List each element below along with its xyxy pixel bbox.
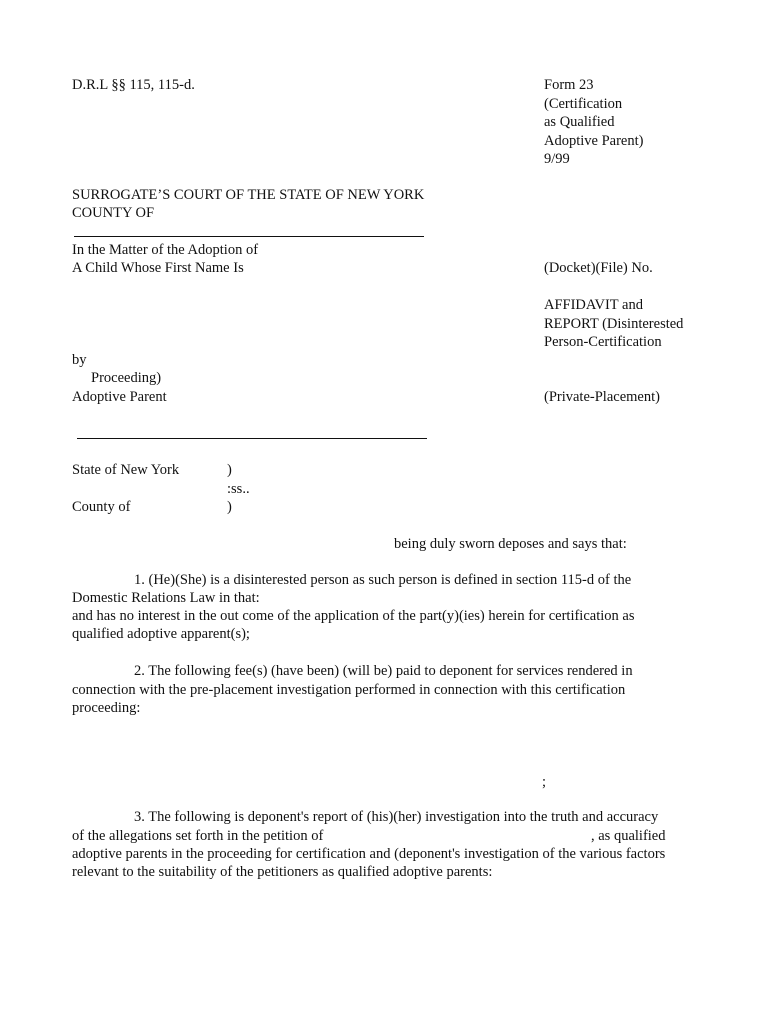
document-type-line: REPORT (Disinterested xyxy=(544,315,684,332)
paragraph-2-line: connection with the pre-placement investigation performed in connection with this certification xyxy=(72,682,626,698)
document-type-line: AFFIDAVIT and xyxy=(544,297,643,313)
paragraph-2-line: 2. The following fee(s) (have been) (will be) paid to deponent for services rendered in xyxy=(134,663,633,679)
paragraph-3-line: of the allegations set forth in the petition of xyxy=(72,828,324,844)
fee-semicolon: ; xyxy=(542,774,547,790)
adoptive-parent-label: Adoptive Parent xyxy=(72,389,167,405)
proceeding-label: Proceeding) xyxy=(91,370,162,386)
paragraph-3-line: relevant to the suitability of the petitioners as qualified adoptive parents: xyxy=(72,864,493,880)
venue-ss: :ss.. xyxy=(227,481,250,497)
venue-paren: ) xyxy=(227,462,232,478)
form-label xyxy=(544,76,643,169)
form-line: (Certification xyxy=(544,95,623,112)
paragraph-3-line: adoptive parents in the proceeding for certification and (deponent's investigation of the various factors xyxy=(72,846,666,862)
paragraph-1-line: Domestic Relations Law in that: xyxy=(72,590,260,606)
venue-county: County of xyxy=(72,499,131,515)
placement-type: (Private-Placement) xyxy=(544,389,660,405)
by-label: by xyxy=(72,352,87,368)
paragraph-2-line: proceeding: xyxy=(72,700,141,716)
document-type-line: Person-Certification xyxy=(544,334,662,350)
paragraph-3-line: , as qualified xyxy=(591,828,666,844)
statute-reference: D.R.L §§ 115, 115-d. xyxy=(72,77,195,93)
docket-number-label: (Docket)(File) No. xyxy=(544,260,653,276)
paragraph-1-line: qualified adoptive apparent(s); xyxy=(72,626,250,642)
matter-line-2: A Child Whose First Name Is xyxy=(72,260,244,276)
form-line: as Qualified xyxy=(544,114,615,130)
paragraph-1-line: and has no interest in the out come of the application of the part(y)(ies) herein for certification as xyxy=(72,608,635,624)
venue-paren: ) xyxy=(227,499,232,515)
paragraph-3-line: 3. The following is deponent's report of (his)(her) investigation into the truth and accuracy xyxy=(134,809,659,825)
court-county: COUNTY OF xyxy=(72,205,155,221)
sworn-statement: being duly sworn deposes and says that: xyxy=(394,536,627,552)
form-line: Adoptive Parent) xyxy=(544,132,644,149)
paragraph-1-line: 1. (He)(She) is a disinterested person as such person is defined in section 115-d of the xyxy=(134,572,632,588)
caption-top-rule xyxy=(74,236,424,237)
form-line: Form 23 xyxy=(544,77,594,93)
court-name: SURROGATE’S COURT OF THE STATE OF NEW YORK xyxy=(72,187,425,203)
form-line: 9/99 xyxy=(544,151,570,167)
matter-line-1: In the Matter of the Adoption of xyxy=(72,242,259,258)
document-type xyxy=(544,296,683,352)
venue-state: State of New York xyxy=(72,462,180,478)
caption-bottom-rule xyxy=(77,438,427,439)
